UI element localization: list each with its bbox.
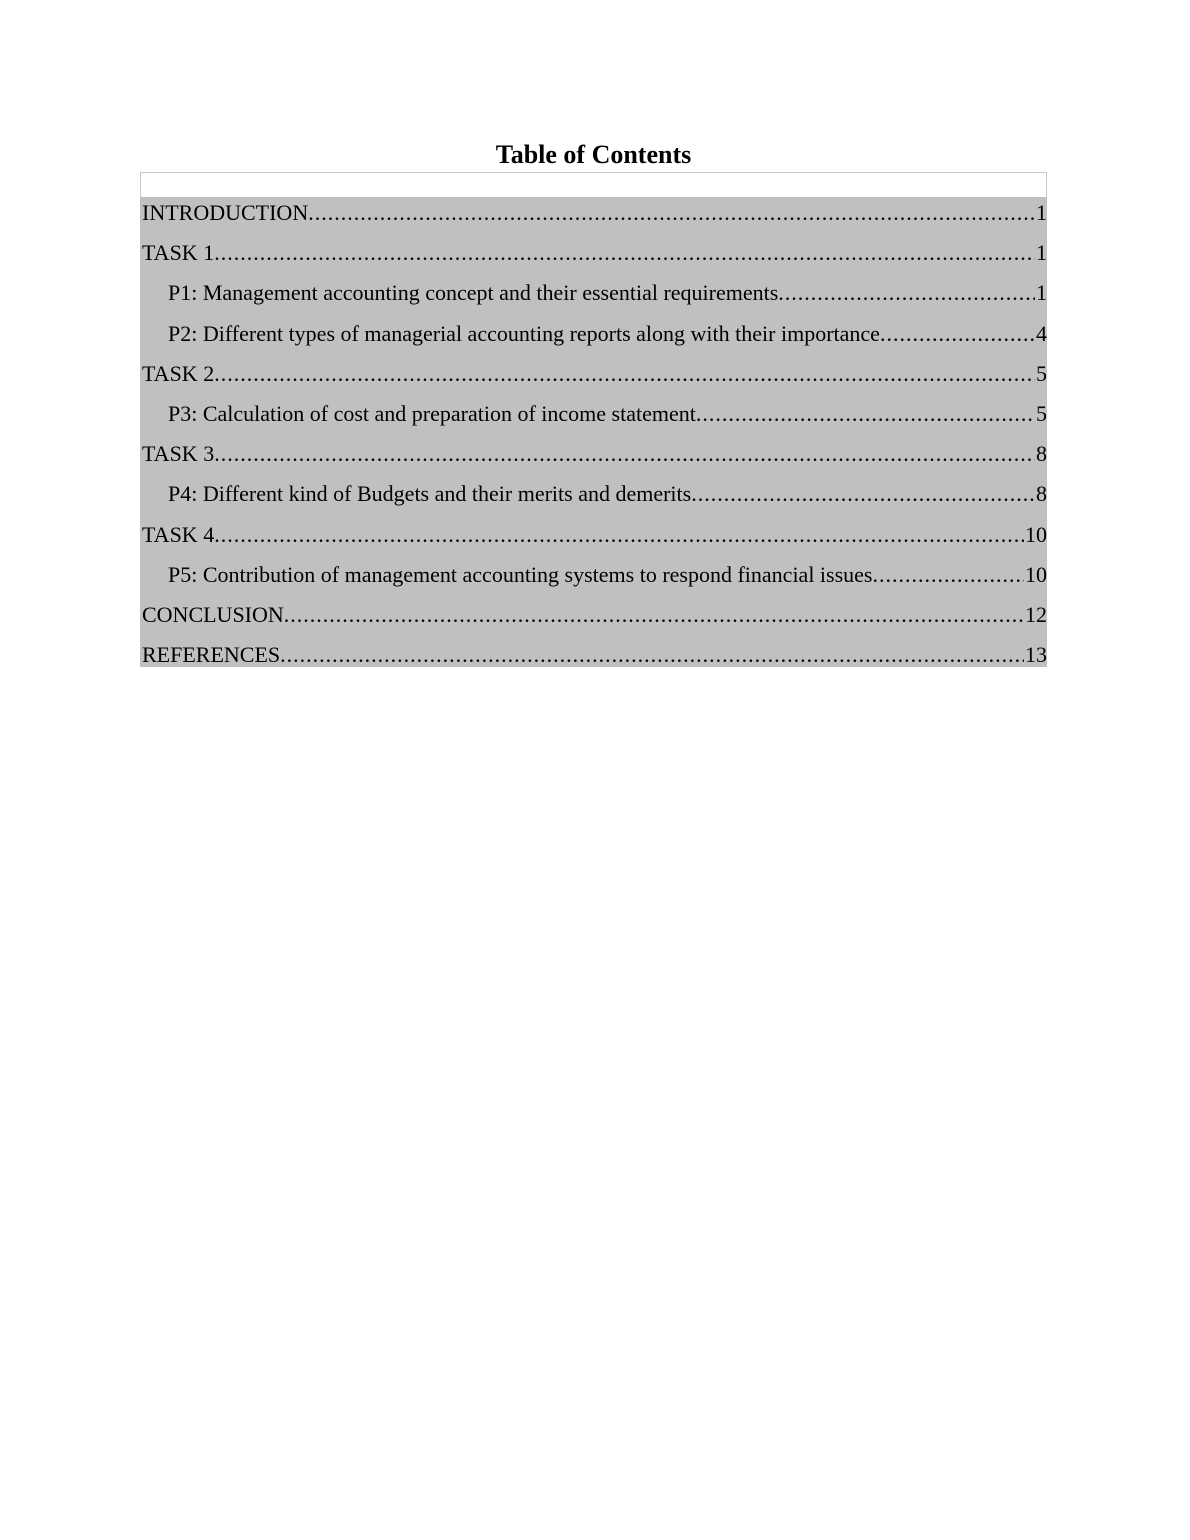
toc-entry-text: INTRODUCTION [142,200,309,225]
toc-entry-p4[interactable] [140,478,1047,518]
toc-entry-task-3[interactable] [140,438,1047,478]
toc-page-number: 12 [1025,601,1047,627]
toc-page-number: 1 [1036,240,1047,266]
toc-entry-text: P4: Different kind of Budgets and their merits and demerits [168,481,692,507]
dot-leader [873,559,1025,591]
toc-page-number: 10 [1025,521,1047,547]
toc-page-number: 5 [1036,360,1047,386]
toc-entry-text: TASK 4 [142,521,215,547]
dot-leader [214,358,1035,390]
toc-entry-text: TASK 1 [142,240,215,266]
toc-entry-p2[interactable] [140,318,1047,358]
toc-entry-text: REFERENCES [142,642,281,668]
toc-entry-task-1[interactable] [140,237,1047,277]
dot-leader [214,519,1024,551]
toc-page-number: 8 [1036,441,1047,467]
toc-entry-text: TASK 3 [142,441,215,467]
toc-page-number: 1 [1036,280,1047,306]
dot-leader [880,318,1035,350]
toc-entry-introduction[interactable] [140,197,1047,237]
toc-page-number: 13 [1025,642,1047,668]
dot-leader [696,398,1035,430]
dot-leader [284,599,1024,631]
toc-title: Table of Contents [495,140,692,169]
toc-entry-p1[interactable] [140,277,1047,317]
dot-leader [778,277,1035,309]
dot-leader [691,478,1035,510]
dot-leader [214,237,1035,269]
toc-entry-p3[interactable] [140,398,1047,438]
dot-leader [214,438,1035,470]
toc-entry-references[interactable] [140,639,1047,679]
dot-leader [280,639,1024,671]
toc-entry-text: P1: Management accounting concept and their essential requirements [168,280,779,306]
toc-entry-text: TASK 2 [142,360,215,386]
toc-entry-p5[interactable] [140,559,1047,599]
toc-list [140,197,1047,679]
toc-page-number: 4 [1036,320,1047,346]
toc-entry-task-2[interactable] [140,358,1047,398]
dot-leader [308,197,1035,229]
toc-entry-task-4[interactable] [140,519,1047,559]
toc-entry-text: P5: Contribution of management accounting systems to respond financial issues [168,561,873,587]
toc-header-frame [140,172,1047,198]
toc-page-number: 5 [1036,400,1047,426]
toc-entry-text: CONCLUSION [142,601,284,627]
toc-body [140,197,1047,667]
toc-page-number: 8 [1036,481,1047,507]
toc-page-number: 10 [1025,561,1047,587]
toc-entry-text: P2: Different types of managerial accounting reports along with their importance [168,320,880,346]
toc-entry-text: P3: Calculation of cost and preparation of income statement [168,400,696,426]
toc-entry-conclusion[interactable] [140,599,1047,639]
toc-page-number: 1 [1036,200,1047,225]
